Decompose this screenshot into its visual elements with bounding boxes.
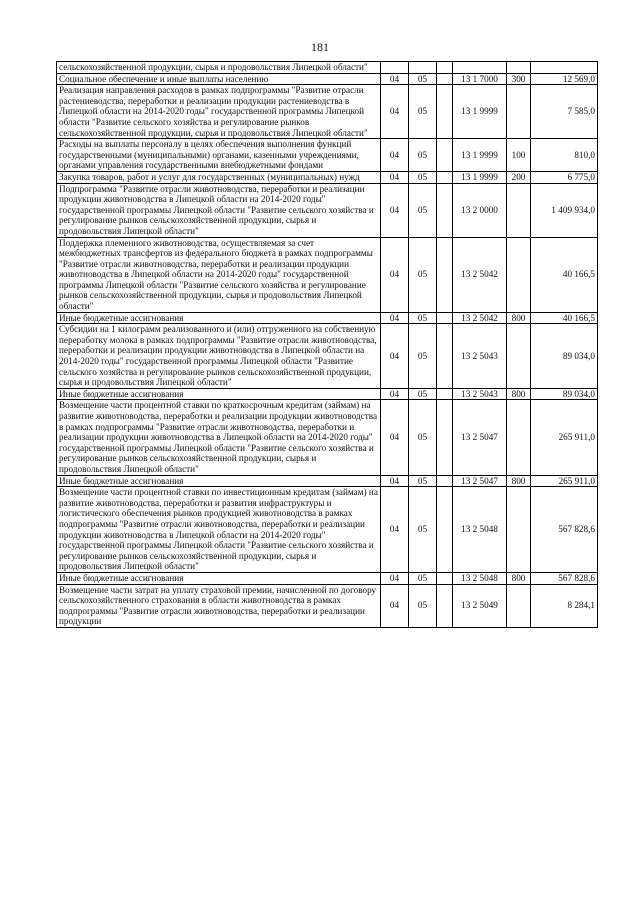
target-article-code: 13 2 5048 xyxy=(453,572,507,584)
target-article-code: 13 1 7000 xyxy=(453,73,507,85)
target-article-code: 13 2 5042 xyxy=(453,312,507,324)
ministry-code: 04 xyxy=(381,312,409,324)
ministry-code: 04 xyxy=(381,139,409,172)
section-code: 05 xyxy=(409,183,437,237)
table-row xyxy=(57,139,598,172)
amount: 40 166,5 xyxy=(531,237,598,312)
expense-type-code: 800 xyxy=(507,572,531,584)
ministry-code xyxy=(381,62,409,74)
row-description: Иные бюджетные ассигнования xyxy=(57,475,381,487)
subsection-code xyxy=(437,572,453,584)
subsection-code xyxy=(437,171,453,183)
subsection-code xyxy=(437,139,453,172)
expense-type-code: 800 xyxy=(507,312,531,324)
table-row xyxy=(57,73,598,85)
table-row xyxy=(57,400,598,475)
section-code: 05 xyxy=(409,139,437,172)
table-row xyxy=(57,171,598,183)
row-description: Возмещение части процентной ставки по инвестиционным кредитам (займам) на развитие животноводства, переработки и развития инфраструктуры и логистического обеспечения рынков продукцией животноводства в рамках подпрограммы "Развитие отрасли животноводства, переработки и реализации продукции животноводства в Липецкой области на 2014-2020 годы" государственной программы Липецкой области "Развитие сельского хозяйства и регулирование рынков сельскохозяйственной продукции, сырья и продовольствия Липецкой области" xyxy=(57,487,381,573)
ministry-code: 04 xyxy=(381,388,409,400)
amount: 8 284,1 xyxy=(531,584,598,627)
row-description: сельскохозяйственной продукции, сырья и продовольствия Липецкой области" xyxy=(57,62,381,74)
subsection-code xyxy=(437,85,453,139)
row-description: Возмещение части затрат на уплату страховой премии, начисленной по договору сельскохозяйственного страхования в области животноводства в рамках подпрограммы "Развитие отрасли животноводства, переработки и реализации продукции xyxy=(57,584,381,627)
ministry-code: 04 xyxy=(381,584,409,627)
table-row xyxy=(57,312,598,324)
expense-type-code xyxy=(507,400,531,475)
expense-type-code xyxy=(507,324,531,389)
subsection-code xyxy=(437,475,453,487)
subsection-code xyxy=(437,400,453,475)
table-row xyxy=(57,572,598,584)
amount: 89 034,0 xyxy=(531,324,598,389)
ministry-code: 04 xyxy=(381,400,409,475)
table-row xyxy=(57,324,598,389)
ministry-code: 04 xyxy=(381,475,409,487)
expense-type-code: 800 xyxy=(507,388,531,400)
expense-type-code xyxy=(507,85,531,139)
expense-type-code: 300 xyxy=(507,73,531,85)
subsection-code xyxy=(437,584,453,627)
row-description: Иные бюджетные ассигнования xyxy=(57,312,381,324)
table-row xyxy=(57,487,598,573)
expense-type-code xyxy=(507,487,531,573)
section-code: 05 xyxy=(409,572,437,584)
ministry-code: 04 xyxy=(381,487,409,573)
ministry-code: 04 xyxy=(381,85,409,139)
table-row xyxy=(57,584,598,627)
row-description: Расходы на выплаты персоналу в целях обеспечения выполнения функций государственными (муниципальными) органами, казенными учреждениями, органами управления государственными внебюджетными фондами xyxy=(57,139,381,172)
section-code: 05 xyxy=(409,487,437,573)
expense-type-code xyxy=(507,183,531,237)
section-code xyxy=(409,62,437,74)
amount xyxy=(531,62,598,74)
section-code: 05 xyxy=(409,237,437,312)
subsection-code xyxy=(437,237,453,312)
subsection-code xyxy=(437,324,453,389)
subsection-code xyxy=(437,312,453,324)
ministry-code: 04 xyxy=(381,324,409,389)
target-article-code: 13 2 5047 xyxy=(453,400,507,475)
target-article-code: 13 2 5047 xyxy=(453,475,507,487)
amount: 12 569,0 xyxy=(531,73,598,85)
target-article-code: 13 2 0000 xyxy=(453,183,507,237)
ministry-code: 04 xyxy=(381,572,409,584)
row-description: Субсидии на 1 килограмм реализованного и (или) отгруженного на собственную переработку молока в рамках подпрограммы "Развитие отрасли животноводства, переработки и реализации продукции животноводства в Липецкой области на 2014-2020 годы" государственной программы Липецкой области "Развитие сельского хозяйства и регулирование рынков сельскохозяйственной продукции, сырья и продовольствия Липецкой области" xyxy=(57,324,381,389)
amount: 567 828,6 xyxy=(531,572,598,584)
target-article-code: 13 2 5043 xyxy=(453,388,507,400)
section-code: 05 xyxy=(409,400,437,475)
page-number: 181 xyxy=(311,40,329,54)
subsection-code xyxy=(437,388,453,400)
amount: 7 585,0 xyxy=(531,85,598,139)
target-article-code: 13 1 9999 xyxy=(453,171,507,183)
table-row xyxy=(57,85,598,139)
section-code: 05 xyxy=(409,73,437,85)
section-code: 05 xyxy=(409,324,437,389)
amount: 567 828,6 xyxy=(531,487,598,573)
expense-type-code xyxy=(507,62,531,74)
section-code: 05 xyxy=(409,475,437,487)
subsection-code xyxy=(437,183,453,237)
expense-type-code xyxy=(507,237,531,312)
target-article-code: 13 2 5042 xyxy=(453,237,507,312)
target-article-code: 13 1 9999 xyxy=(453,139,507,172)
row-description: Подпрограмма "Развитие отрасли животноводства, переработки и реализации продукции животноводства в Липецкой области на 2014-2020 годы" государственной программы Липецкой области "Развитие сельского хозяйства и регулирование рынков сельскохозяйственной продукции, сырья и продовольствия Липецкой области" xyxy=(57,183,381,237)
budget-table xyxy=(56,61,598,628)
ministry-code: 04 xyxy=(381,73,409,85)
amount: 265 911,0 xyxy=(531,475,598,487)
subsection-code xyxy=(437,487,453,573)
table-row xyxy=(57,237,598,312)
row-description: Закупка товаров, работ и услуг для государственных (муниципальных) нужд xyxy=(57,171,381,183)
row-description: Поддержка племенного животноводства, осуществляемая за счет межбюджетных трансфертов из федерального бюджета в рамках подпрограммы "Развитие отрасли животноводства, переработки и реализации продукции животноводства в Липецкой области на 2014-2020 годы" государственной программы Липецкой области "Развитие сельского хозяйства и регулирование рынков сельскохозяйственной продукции, сырья и продовольствия Липецкой области" xyxy=(57,237,381,312)
expense-type-code xyxy=(507,584,531,627)
section-code: 05 xyxy=(409,171,437,183)
row-description: Реализация направления расходов в рамках подпрограммы "Развитие отрасли растениеводства, переработки и реализации продукции растениеводства в Липецкой области на 2014-2020 годы" государственной программы Липецкой области "Развитие сельского хозяйства и регулирование рынков сельскохозяйственной продукции, сырья и продовольствия Липецкой области" xyxy=(57,85,381,139)
section-code: 05 xyxy=(409,388,437,400)
table-row xyxy=(57,62,598,74)
table-row xyxy=(57,183,598,237)
row-description: Иные бюджетные ассигнования xyxy=(57,388,381,400)
table-body xyxy=(57,62,598,628)
amount: 810,0 xyxy=(531,139,598,172)
amount: 40 166,5 xyxy=(531,312,598,324)
ministry-code: 04 xyxy=(381,171,409,183)
row-description: Возмещение части процентной ставки по краткосрочным кредитам (займам) на развитие животноводства, переработки и реализации продукции животноводства в рамках подпрограммы "Развитие отрасли животноводства, переработки и реализации продукции животноводства в Липецкой области на 2014-2020 годы" государственной программы Липецкой области "Развитие сельского хозяйства и регулирование рынков сельскохозяйственной продукции, сырья и продовольствия Липецкой области" xyxy=(57,400,381,475)
target-article-code xyxy=(453,62,507,74)
section-code: 05 xyxy=(409,584,437,627)
target-article-code: 13 2 5043 xyxy=(453,324,507,389)
expense-type-code: 200 xyxy=(507,171,531,183)
amount: 89 034,0 xyxy=(531,388,598,400)
expense-type-code: 800 xyxy=(507,475,531,487)
row-description: Социальное обеспечение и иные выплаты населению xyxy=(57,73,381,85)
subsection-code xyxy=(437,62,453,74)
section-code: 05 xyxy=(409,312,437,324)
amount: 1 409 934,0 xyxy=(531,183,598,237)
row-description: Иные бюджетные ассигнования xyxy=(57,572,381,584)
amount: 6 775,0 xyxy=(531,171,598,183)
section-code: 05 xyxy=(409,85,437,139)
table-row xyxy=(57,475,598,487)
ministry-code: 04 xyxy=(381,183,409,237)
subsection-code xyxy=(437,73,453,85)
target-article-code: 13 1 9999 xyxy=(453,85,507,139)
table-row xyxy=(57,388,598,400)
expense-type-code: 100 xyxy=(507,139,531,172)
ministry-code: 04 xyxy=(381,237,409,312)
target-article-code: 13 2 5049 xyxy=(453,584,507,627)
amount: 265 911,0 xyxy=(531,400,598,475)
target-article-code: 13 2 5048 xyxy=(453,487,507,573)
